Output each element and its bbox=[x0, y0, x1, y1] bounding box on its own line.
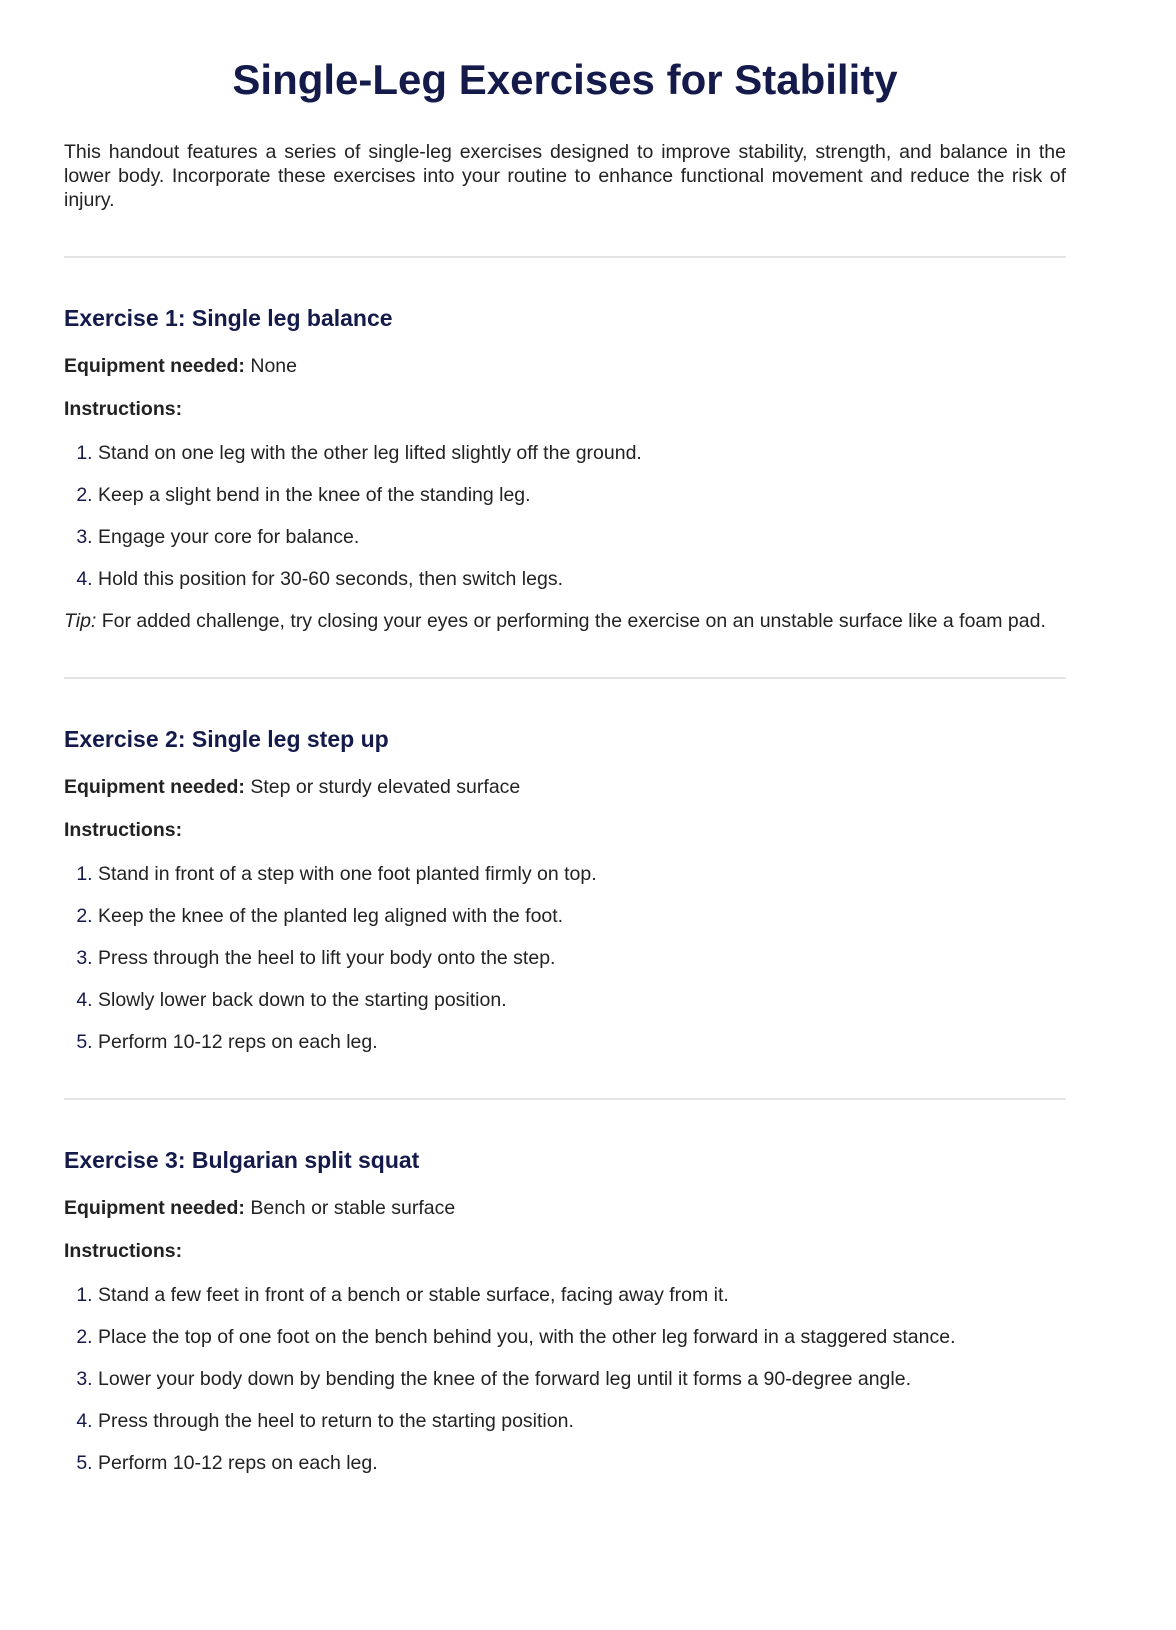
exercise-heading: Exercise 2: Single leg step up bbox=[64, 726, 389, 752]
instruction-step: 2. Keep a slight bend in the knee of the standing leg. bbox=[98, 483, 1066, 507]
instructions-label: Instructions: bbox=[64, 1240, 183, 1262]
instruction-step: 3. Press through the heel to lift your body onto the step. bbox=[98, 946, 1066, 970]
divider bbox=[64, 1098, 1066, 1100]
instruction-step: 3. Engage your core for balance. bbox=[98, 525, 1066, 549]
instruction-step: 3. Lower your body down by bending the knee of the forward leg until it forms a 90-degree angle. bbox=[98, 1367, 1066, 1391]
exercise-heading: Exercise 3: Bulgarian split squat bbox=[64, 1147, 420, 1173]
equipment-value: None bbox=[250, 355, 297, 377]
instructions-label: Instructions: bbox=[64, 819, 183, 841]
exercise-list bbox=[64, 256, 1066, 1475]
equipment-label: Equipment needed: bbox=[64, 1197, 245, 1219]
handout bbox=[64, 0, 1066, 1533]
equipment-label: Equipment needed: bbox=[64, 776, 245, 798]
divider bbox=[64, 256, 1066, 258]
intro-paragraph: This handout features a series of single-leg exercises designed to improve stability, strength, and balance in the lower body. Incorporate these exercises into your routine to enhance functional movement and reduce the risk of injury. bbox=[64, 141, 1066, 211]
instruction-step: 4. Press through the heel to return to the starting position. bbox=[98, 1409, 1066, 1433]
instruction-step: 1. Stand a few feet in front of a bench or stable surface, facing away from it. bbox=[98, 1283, 1066, 1307]
divider bbox=[64, 677, 1066, 679]
instruction-step: 1. Stand on one leg with the other leg lifted slightly off the ground. bbox=[98, 441, 1066, 465]
page-title: Single-Leg Exercises for Stability bbox=[232, 56, 898, 103]
equipment-value: Step or sturdy elevated surface bbox=[250, 776, 521, 798]
exercise-section bbox=[64, 724, 1066, 1054]
tip-text: For added challenge, try closing your eyes or performing the exercise on an unstable surface like a foam pad. bbox=[101, 610, 1046, 632]
instructions-label: Instructions: bbox=[64, 398, 183, 420]
exercise-section bbox=[64, 303, 1066, 633]
instruction-step: 5. Perform 10-12 reps on each leg. bbox=[98, 1030, 1066, 1054]
instruction-step: 4. Slowly lower back down to the starting position. bbox=[98, 988, 1066, 1012]
instruction-step: 2. Keep the knee of the planted leg aligned with the foot. bbox=[98, 904, 1066, 928]
instruction-step: 2. Place the top of one foot on the bench behind you, with the other leg forward in a staggered stance. bbox=[98, 1325, 1066, 1349]
equipment-line bbox=[64, 354, 1066, 378]
instruction-steps bbox=[64, 1283, 1066, 1475]
equipment-line bbox=[64, 1196, 1066, 1220]
exercise-section bbox=[64, 1145, 1066, 1475]
instruction-step: 5. Perform 10-12 reps on each leg. bbox=[98, 1451, 1066, 1475]
instruction-steps bbox=[64, 441, 1066, 591]
instruction-steps bbox=[64, 862, 1066, 1054]
tip-label: Tip: bbox=[64, 610, 97, 632]
tip bbox=[64, 609, 1066, 633]
instruction-step: 1. Stand in front of a step with one foot planted firmly on top. bbox=[98, 862, 1066, 886]
equipment-value: Bench or stable surface bbox=[250, 1197, 456, 1219]
exercise-heading: Exercise 1: Single leg balance bbox=[64, 305, 393, 331]
equipment-line bbox=[64, 775, 1066, 799]
instruction-step: 4. Hold this position for 30-60 seconds, then switch legs. bbox=[98, 567, 1066, 591]
equipment-label: Equipment needed: bbox=[64, 355, 245, 377]
